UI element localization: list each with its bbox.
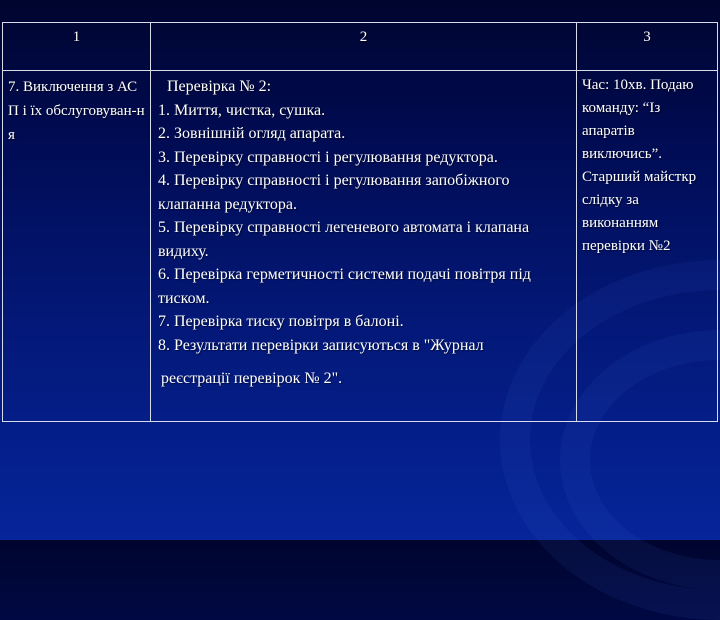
procedure-item: 6. Перевірка герметичності системи подачі повітря під тиском. <box>158 266 531 307</box>
procedure-cell <box>151 71 577 422</box>
procedure-item: 1. Миття, чистка, сушка. <box>158 101 326 119</box>
header-row <box>3 23 718 71</box>
header-cell-1: 1 <box>3 23 151 71</box>
notes-cell: Час: 10хв. Подаю команду: “Із апаратів виключись”. Старший майсткр слідку за виконанням перевірки №2 <box>577 71 718 422</box>
procedure-item-continuation: реєстрації перевірок № 2". <box>161 370 343 387</box>
header-cell-2: 2 <box>151 23 577 71</box>
procedure-item: 3. Перевірку справності і регулювання редуктора. <box>158 148 498 166</box>
procedure-item: 2. Зовнішній огляд апарата. <box>158 125 346 142</box>
stage-cell: 7. Виключення з АСП і їх обслуговуван-ня <box>3 71 151 422</box>
procedure-item: 8. Результати перевірки записуються в "Журнал <box>158 336 484 354</box>
content-table <box>2 22 718 422</box>
procedure-item: 5. Перевірку справності легеневого автомата і клапана видиху. <box>158 219 530 260</box>
content-row <box>3 71 718 422</box>
procedure-item: 7. Перевірка тиску повітря в балоні. <box>158 313 404 330</box>
procedure-item: 4. Перевірку справності і регулювання запобіжного клапанна редуктора. <box>158 172 510 213</box>
header-cell-3: 3 <box>577 23 718 71</box>
procedure-title: Перевірка № 2: <box>167 78 272 95</box>
